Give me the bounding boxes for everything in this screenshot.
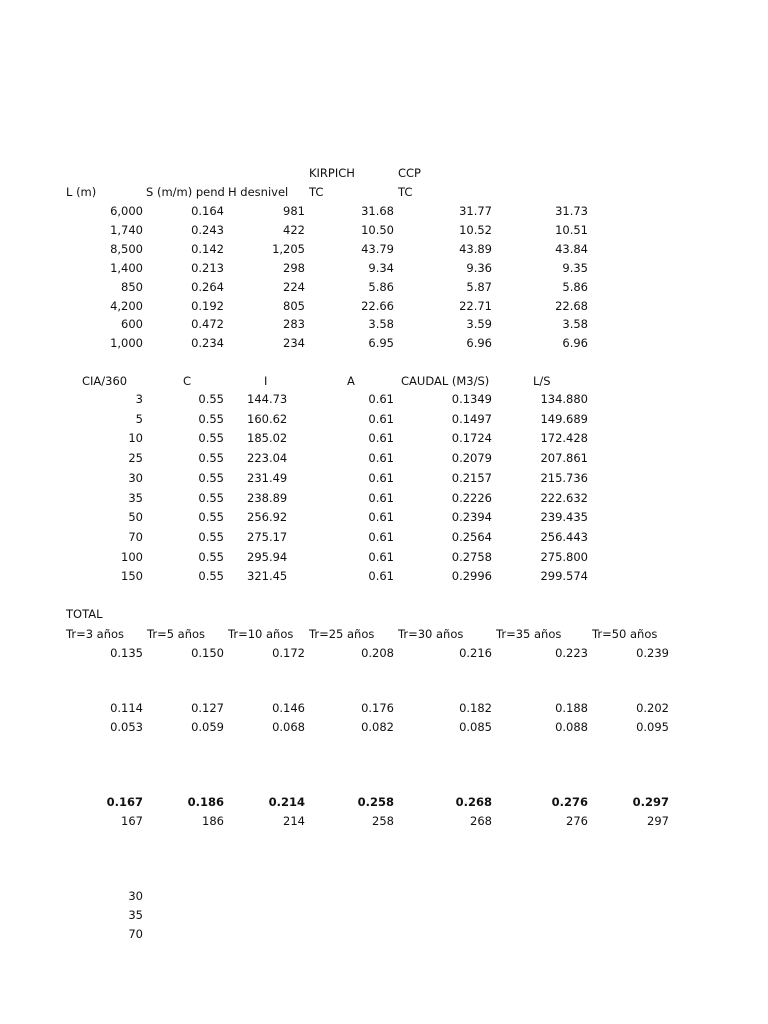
header-tc-ccp: TC [398, 185, 413, 199]
table-cell: 10.50 [361, 222, 394, 237]
table-cell: 50 [128, 510, 143, 525]
table-cell: 0.053 [110, 720, 143, 734]
table-cell: 297 [647, 814, 669, 828]
table-cell: 0.216 [459, 646, 492, 660]
table-cell: 222.632 [540, 490, 588, 505]
table-cell: 0.213 [191, 260, 224, 275]
table-cell: 31.77 [459, 204, 492, 218]
table-cell: 0.1349 [451, 392, 492, 406]
table-cell: 0.150 [191, 646, 224, 660]
header-elevation-drop: H desnivel [228, 185, 289, 199]
table-cell: 0.61 [368, 451, 394, 466]
table-cell: 283 [283, 317, 305, 332]
table-cell: 0.2079 [451, 451, 492, 466]
table-cell: 0.186 [187, 795, 224, 809]
table-cell: 268 [470, 814, 492, 828]
table-cell: 0.264 [191, 279, 224, 294]
table-cell: 0.61 [368, 529, 394, 544]
table-cell: 239.435 [540, 510, 588, 525]
table-cell: 8,500 [110, 241, 143, 256]
table-cell: 0.142 [191, 241, 224, 256]
table-cell: 5.86 [562, 279, 588, 294]
table-cell: 231.49 [247, 470, 288, 485]
table-cell: 238.89 [247, 490, 288, 505]
table-cell: 214 [283, 814, 305, 828]
table-cell: 0.2157 [451, 470, 492, 485]
header-return-period: Tr=5 años [147, 627, 206, 641]
table-cell: 0.55 [198, 510, 224, 525]
header-a: A [347, 374, 355, 388]
table-cell: 276 [566, 814, 588, 828]
table-cell: 0.61 [368, 549, 394, 564]
header-ccp: CCP [398, 166, 421, 180]
table-cell: 0.164 [191, 204, 224, 218]
table-cell: 9.35 [562, 260, 588, 275]
table-cell: 805 [283, 298, 305, 313]
table-cell: 0.2996 [451, 569, 492, 584]
table-cell: 321.45 [247, 569, 288, 584]
table-cell: 22.68 [555, 298, 588, 313]
table-cell: 207.861 [540, 451, 588, 466]
table-cell: 0.55 [198, 431, 224, 446]
table-cell: 0.297 [632, 795, 669, 809]
table-cell: 25 [128, 451, 143, 466]
table-cell: 134.880 [540, 392, 588, 406]
table-cell: 5.86 [368, 279, 394, 294]
footer-value: 35 [128, 908, 143, 922]
table-cell: 275.800 [540, 549, 588, 564]
table-cell: 215.736 [540, 470, 588, 485]
table-cell: 0.223 [555, 646, 588, 660]
table-cell: 150 [121, 569, 143, 584]
header-return-period: Tr=3 años [66, 627, 125, 641]
footer-value: 30 [128, 889, 143, 903]
table-cell: 258 [372, 814, 394, 828]
table-cell: 0.082 [361, 720, 394, 734]
table-cell: 275.17 [247, 529, 288, 544]
table-cell: 22.71 [459, 298, 492, 313]
table-cell: 0.127 [191, 701, 224, 715]
table-cell: 0.192 [191, 298, 224, 313]
table-cell: 9.34 [368, 260, 394, 275]
table-cell: 0.55 [198, 470, 224, 485]
table-cell: 167 [121, 814, 143, 828]
table-cell: 3 [135, 392, 143, 406]
table-cell: 4,200 [110, 298, 143, 313]
table-cell: 0.61 [368, 569, 394, 584]
table-cell: 10.52 [459, 222, 492, 237]
table-cell: 0.114 [110, 701, 143, 715]
table-cell: 1,000 [110, 336, 143, 351]
table-cell: 0.61 [368, 392, 394, 406]
table-cell: 1,740 [110, 222, 143, 237]
table-cell: 981 [283, 204, 305, 218]
table-cell: 0.146 [272, 701, 305, 715]
table-cell: 0.202 [636, 701, 669, 715]
table-cell: 31.73 [555, 204, 588, 218]
table-cell: 0.61 [368, 411, 394, 426]
table-cell: 0.61 [368, 490, 394, 505]
table-cell: 3.59 [466, 317, 492, 332]
table-cell: 3.58 [368, 317, 394, 332]
header-i: I [264, 374, 268, 388]
table-cell: 850 [121, 279, 143, 294]
table-cell: 0.276 [551, 795, 588, 809]
table-cell: 144.73 [247, 392, 288, 406]
table-cell: 0.61 [368, 431, 394, 446]
table-cell: 0.135 [110, 646, 143, 660]
header-caudal: CAUDAL (M3/S) [401, 374, 490, 388]
table-cell: 0.1497 [451, 411, 492, 426]
table-cell: 0.258 [357, 795, 394, 809]
table-cell: 70 [128, 529, 143, 544]
header-slope: S (m/m) pend [146, 185, 225, 199]
table-cell: 0.167 [106, 795, 143, 809]
header-kirpich: KIRPICH [309, 166, 355, 180]
table-cell: 186 [202, 814, 224, 828]
header-return-period: Tr=10 años [228, 627, 294, 641]
table-cell: 0.2226 [451, 490, 492, 505]
table-cell: 5 [135, 411, 143, 426]
table-cell: 6.95 [368, 336, 394, 351]
table-cell: 5.87 [466, 279, 492, 294]
table-cell: 0.214 [268, 795, 305, 809]
table-cell: 0.1724 [451, 431, 492, 446]
table-cell: 256.92 [247, 510, 288, 525]
table-cell: 0.55 [198, 549, 224, 564]
table-cell: 234 [283, 336, 305, 351]
table-cell: 22.66 [361, 298, 394, 313]
table-cell: 35 [128, 490, 143, 505]
table-cell: 43.89 [459, 241, 492, 256]
table-cell: 0.2758 [451, 549, 492, 564]
table-cell: 30 [128, 470, 143, 485]
table-cell: 43.84 [555, 241, 588, 256]
header-return-period: Tr=30 años [398, 627, 464, 641]
table-cell: 0.61 [368, 510, 394, 525]
table-cell: 0.239 [636, 646, 669, 660]
table-cell: 160.62 [247, 411, 288, 426]
table-cell: 0.2564 [451, 529, 492, 544]
header-cia-360: CIA/360 [82, 374, 128, 388]
table-cell: 0.234 [191, 336, 224, 351]
footer-value: 70 [128, 927, 143, 941]
table-cell: 422 [283, 222, 305, 237]
table-cell: 299.574 [540, 569, 588, 584]
table-cell: 172.428 [540, 431, 588, 446]
table-cell: 0.059 [191, 720, 224, 734]
table-cell: 0.068 [272, 720, 305, 734]
table-cell: 9.36 [466, 260, 492, 275]
table-cell: 256.443 [540, 529, 588, 544]
table-cell: 224 [283, 279, 305, 294]
table-cell: 0.55 [198, 451, 224, 466]
header-return-period: Tr=35 años [496, 627, 562, 641]
header-ls: L/S [533, 374, 551, 388]
table-cell: 0.095 [636, 720, 669, 734]
table-cell: 0.188 [555, 701, 588, 715]
table-cell: 0.55 [198, 392, 224, 406]
table-cell: 0.2394 [451, 510, 492, 525]
total-title: TOTAL [66, 607, 103, 621]
table-cell: 0.61 [368, 470, 394, 485]
table-cell: 600 [121, 317, 143, 332]
table-cell: 6,000 [110, 204, 143, 218]
table-cell: 10.51 [555, 222, 588, 237]
table-cell: 0.208 [361, 646, 394, 660]
table-cell: 1,205 [272, 241, 305, 256]
header-length: L (m) [66, 185, 97, 199]
table-cell: 0.243 [191, 222, 224, 237]
table-cell: 0.085 [459, 720, 492, 734]
header-tc-kirpich: TC [309, 185, 324, 199]
table-cell: 100 [121, 549, 143, 564]
table-cell: 31.68 [361, 204, 394, 218]
table-cell: 0.182 [459, 701, 492, 715]
table-cell: 0.55 [198, 411, 224, 426]
table-cell: 223.04 [247, 451, 288, 466]
header-return-period: Tr=50 años [592, 627, 658, 641]
table-cell: 1,400 [110, 260, 143, 275]
table-cell: 0.55 [198, 569, 224, 584]
table-cell: 0.55 [198, 529, 224, 544]
table-cell: 10 [128, 431, 143, 446]
table-cell: 0.472 [191, 317, 224, 332]
table-cell: 6.96 [466, 336, 492, 351]
table-cell: 43.79 [361, 241, 394, 256]
header-c: C [183, 374, 192, 388]
table-cell: 149.689 [540, 411, 588, 426]
table-cell: 298 [283, 260, 305, 275]
table-cell: 6.96 [562, 336, 588, 351]
table-cell: 3.58 [562, 317, 588, 332]
table-cell: 0.176 [361, 701, 394, 715]
table-cell: 0.268 [455, 795, 492, 809]
table-cell: 295.94 [247, 549, 288, 564]
table-cell: 0.172 [272, 646, 305, 660]
table-cell: 0.55 [198, 490, 224, 505]
table-cell: 185.02 [247, 431, 288, 446]
table-cell: 0.088 [555, 720, 588, 734]
header-return-period: Tr=25 años [309, 627, 375, 641]
